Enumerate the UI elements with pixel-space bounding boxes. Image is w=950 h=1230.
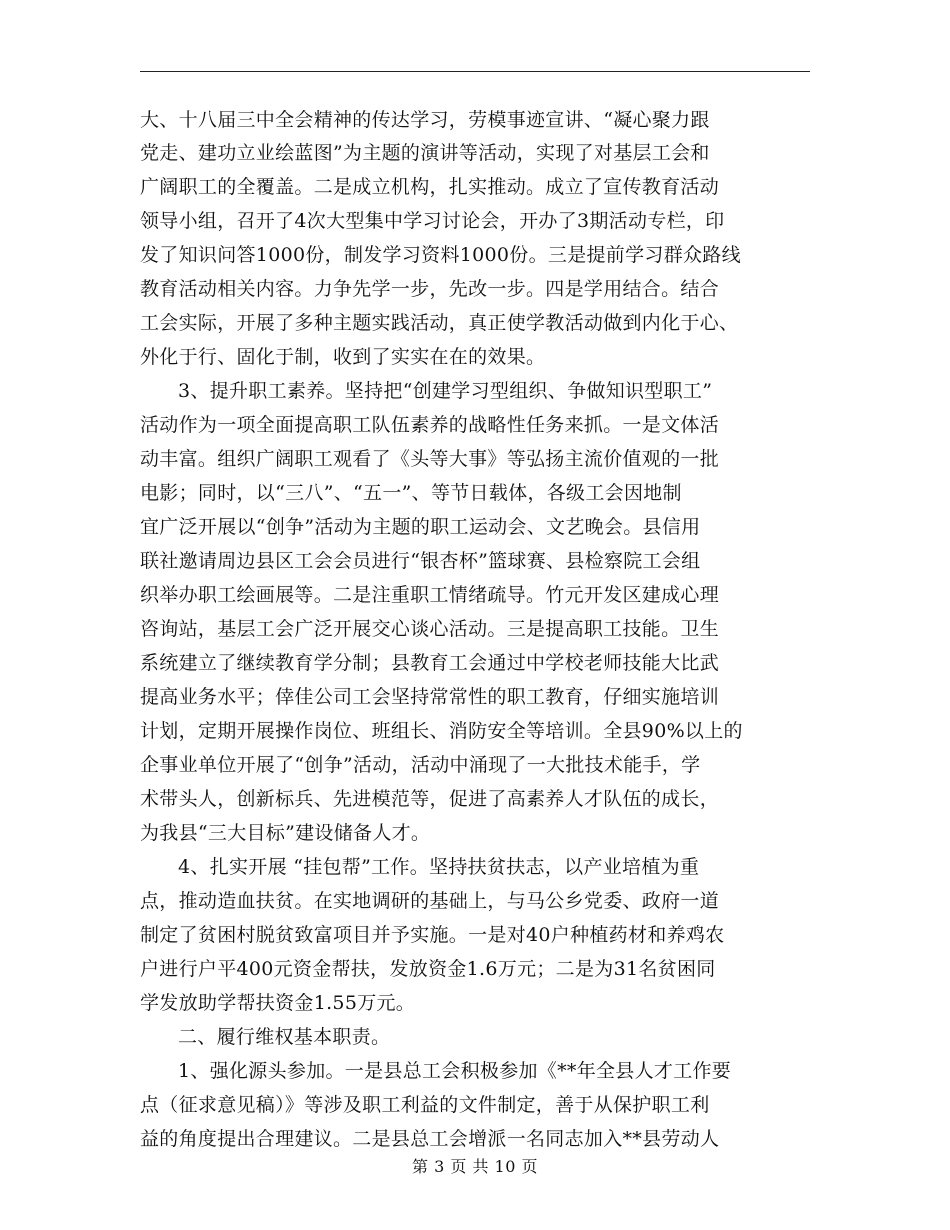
body-line: 宜广泛开展以“创争”活动为主题的职工运动会、文艺晚会。县信用 — [140, 516, 701, 538]
section-heading-3: 3、提升职工素养。坚持把“创建学习型组织、争做知识型职工” — [178, 380, 713, 402]
body-line: 制定了贫困村脱贫致富项目并予实施。一是对40户种植药材和养鸡农 — [140, 924, 725, 946]
body-line: 织举办职工绘画展等。二是注重职工情绪疏导。竹元开发区建成心理 — [140, 584, 720, 606]
body-line: 计划，定期开展操作岗位、班组长、消防安全等培训。全县90%以上的 — [140, 720, 743, 742]
body-line: 电影；同时，以“三八”、“五一”、等节日载体，各级工会因地制 — [140, 482, 682, 504]
body-line: 教育活动相关内容。力争先学一步，先改一步。四是学用结合。结合 — [140, 278, 720, 300]
body-line: 联社邀请周边县区工会会员进行“银杏杯”篮球赛、县检察院工会组 — [140, 550, 701, 572]
body-line: 术带头人，创新标兵、先进模范等，促进了高素养人才队伍的成长， — [140, 788, 720, 810]
body-line: 工会实际，开展了多种主题实践活动，真正使学教活动做到内化于心、 — [140, 312, 739, 334]
body-line: 咨询站，基层工会广泛开展交心谈心活动。三是提高职工技能。卫生 — [140, 618, 720, 640]
page-footer: 第 3 页 共 10 页 — [412, 1157, 538, 1176]
body-line: 企事业单位开展了“创争”活动，活动中涌现了一大批技术能手，学 — [140, 754, 701, 776]
body-line: 党走、建功立业绘蓝图”为主题的演讲等活动，实现了对基层工会和 — [140, 142, 710, 164]
chapter-heading: 二、履行维权基本职责。 — [178, 1026, 391, 1048]
body-line: 系统建立了继续教育学分制；县教育工会通过中学校老师技能大比武 — [140, 652, 720, 674]
body-line: 发了知识问答1000份，制发学习资料1000份。三是提前学习群众路线 — [140, 244, 741, 266]
body-line: 大、十八届三中全会精神的传达学习，劳模事迹宣讲、“凝心聚力跟 — [140, 109, 710, 131]
body-line: 学发放助学帮扶资金1.55万元。 — [140, 992, 416, 1014]
body-line: 为我县“三大目标”建设储备人才。 — [140, 822, 431, 844]
body-line: 广阔职工的全覆盖。二是成立机构，扎实推动。成立了宣传教育活动 — [140, 176, 720, 198]
body-line: 点（征求意见稿）》等涉及职工利益的文件制定，善于从保护职工利 — [140, 1094, 710, 1116]
section-heading-4: 4、扎实开展 “挂包帮”工作。坚持扶贫扶志，以产业培植为重 — [178, 856, 700, 878]
body-line: 户进行户平400元资金帮扶，发放资金1.6万元；二是为31名贫困同 — [140, 958, 716, 980]
body-line: 提高业务水平；倖佳公司工会坚持常常性的职工教育，仔细实施培训 — [140, 686, 720, 708]
body-line: 点，推动造血扶贫。在实地调研的基础上，与马公乡党委、政府一道 — [140, 890, 720, 912]
section-heading-1: 1、强化源头参加。一是县总工会积极参加《**年全县人才工作要 — [178, 1060, 732, 1082]
body-line: 活动作为一项全面提高职工队伍素养的战略性任务来抓。一是文体活 — [140, 414, 720, 436]
header-rule — [140, 71, 810, 72]
body-line: 领导小组，召开了4次大型集中学习讨论会，开办了3期活动专栏，印 — [140, 210, 725, 232]
body-line: 动丰富。组织广阔职工观看了《头等大事》等弘扬主流价值观的一批 — [140, 448, 720, 470]
body-line: 外化于行、固化于制，收到了实实在在的效果。 — [140, 346, 546, 368]
body-line: 益的角度提出合理建议。二是县总工会增派一名同志加入**县劳动人 — [140, 1128, 720, 1150]
